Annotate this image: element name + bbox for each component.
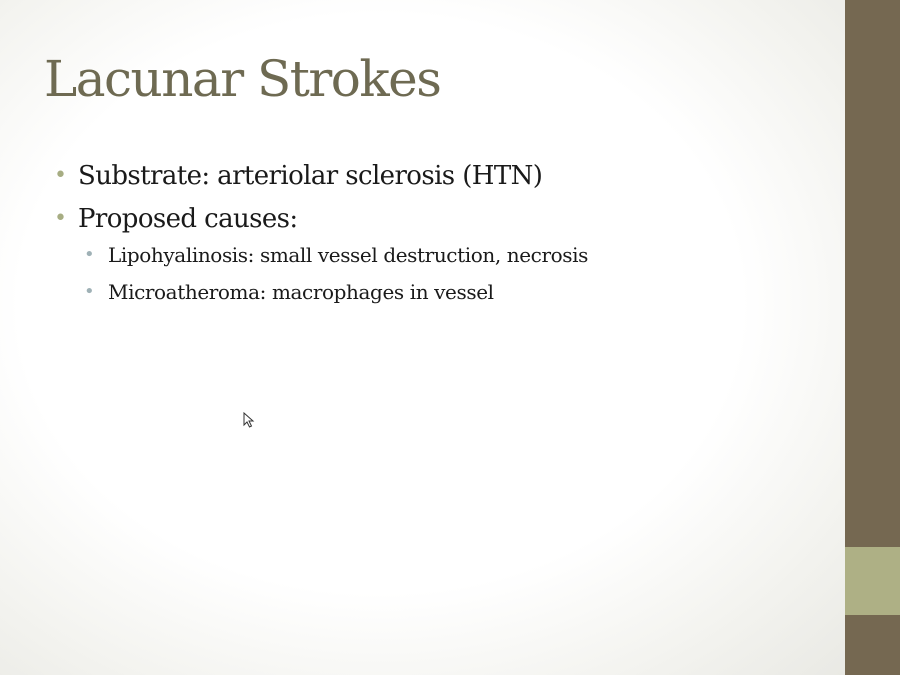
bullet-list bbox=[54, 158, 588, 314]
sub-bullet-item-microatheroma bbox=[84, 277, 588, 307]
sub-bullet-list bbox=[84, 240, 588, 307]
mouse-pointer-icon bbox=[243, 412, 255, 428]
sub-bullet-dot-icon: • bbox=[84, 244, 95, 265]
bullet-dot-icon: • bbox=[54, 163, 67, 188]
slide-title: Lacunar Strokes bbox=[44, 50, 441, 108]
sub-bullet-text: Microatheroma: macrophages in vessel bbox=[108, 280, 494, 304]
bullet-text: Substrate: arteriolar sclerosis (HTN) bbox=[78, 161, 543, 191]
bullet-item-proposed-causes bbox=[54, 201, 588, 307]
bullet-dot-icon: • bbox=[54, 206, 67, 231]
sub-bullet-text: Lipohyalinosis: small vessel destruction, necrosis bbox=[108, 243, 589, 267]
sidebar-accent-block bbox=[845, 547, 900, 615]
bullet-text: Proposed causes: bbox=[78, 204, 298, 234]
sub-bullet-dot-icon: • bbox=[84, 281, 95, 302]
sub-bullet-item-lipohyalinosis bbox=[84, 240, 588, 270]
bullet-item-substrate bbox=[54, 158, 588, 194]
